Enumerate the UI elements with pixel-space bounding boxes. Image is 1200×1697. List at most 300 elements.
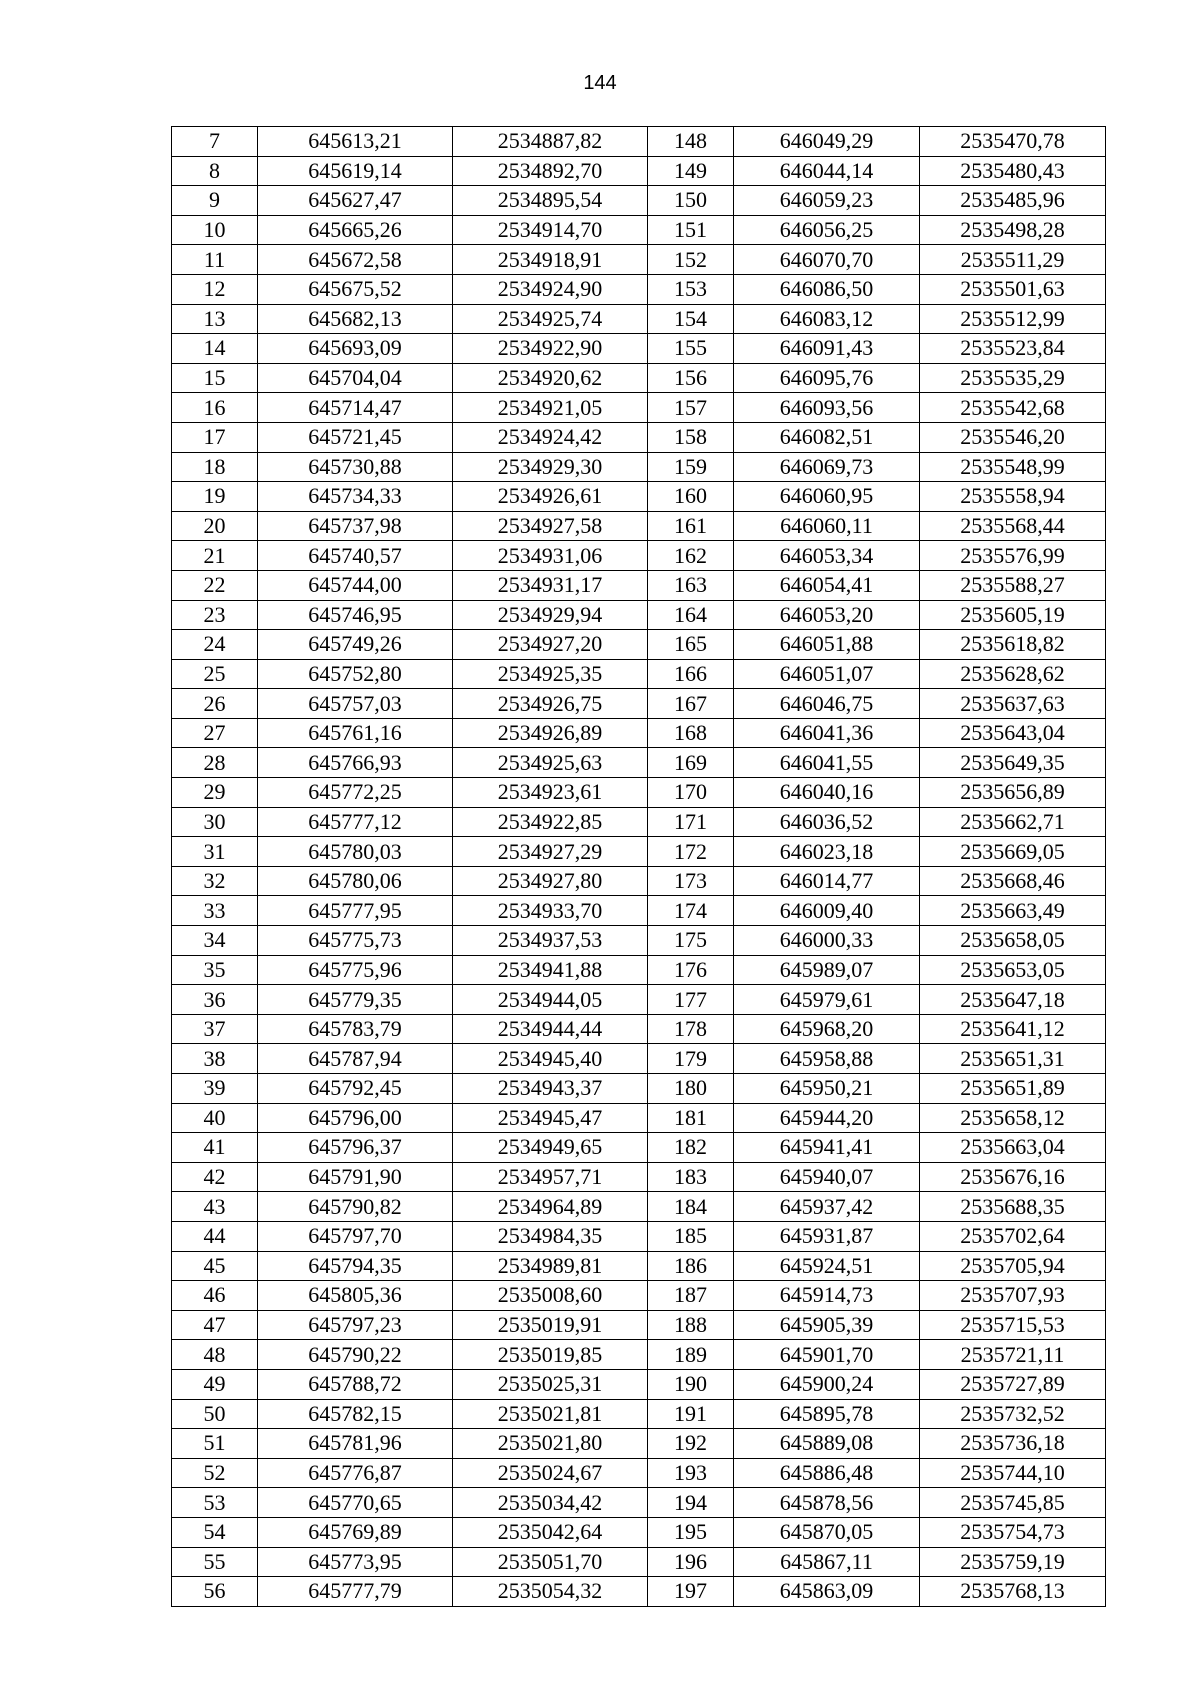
point-number-cell: 163 <box>648 570 734 600</box>
x-coordinate-cell: 645796,00 <box>258 1103 453 1133</box>
table-row <box>172 1221 1106 1251</box>
x-coordinate-cell: 645900,24 <box>734 1369 920 1399</box>
table-row <box>172 689 1106 719</box>
point-number-cell: 36 <box>172 985 258 1015</box>
point-number-cell: 179 <box>648 1044 734 1074</box>
x-coordinate-cell: 645737,98 <box>258 511 453 541</box>
point-number-cell: 8 <box>172 156 258 186</box>
point-number-cell: 26 <box>172 689 258 719</box>
y-coordinate-cell: 2535034,42 <box>453 1488 648 1518</box>
x-coordinate-cell: 645950,21 <box>734 1074 920 1104</box>
point-number-cell: 152 <box>648 245 734 275</box>
point-number-cell: 180 <box>648 1074 734 1104</box>
x-coordinate-cell: 646051,07 <box>734 659 920 689</box>
table-row <box>172 1281 1106 1311</box>
x-coordinate-cell: 645734,33 <box>258 482 453 512</box>
table-row <box>172 985 1106 1015</box>
x-coordinate-cell: 645941,41 <box>734 1133 920 1163</box>
y-coordinate-cell: 2535588,27 <box>920 570 1106 600</box>
x-coordinate-cell: 645619,14 <box>258 156 453 186</box>
y-coordinate-cell: 2534929,30 <box>453 452 648 482</box>
x-coordinate-cell: 645757,03 <box>258 689 453 719</box>
table-row <box>172 1577 1106 1607</box>
x-coordinate-cell: 645924,51 <box>734 1251 920 1281</box>
x-coordinate-cell: 645805,36 <box>258 1281 453 1311</box>
x-coordinate-cell: 645931,87 <box>734 1221 920 1251</box>
x-coordinate-cell: 645721,45 <box>258 422 453 452</box>
point-number-cell: 197 <box>648 1577 734 1607</box>
table-row <box>172 1310 1106 1340</box>
table-row <box>172 1192 1106 1222</box>
x-coordinate-cell: 645627,47 <box>258 186 453 216</box>
point-number-cell: 171 <box>648 807 734 837</box>
y-coordinate-cell: 2534926,75 <box>453 689 648 719</box>
point-number-cell: 47 <box>172 1310 258 1340</box>
y-coordinate-cell: 2534925,74 <box>453 304 648 334</box>
table-row <box>172 1458 1106 1488</box>
x-coordinate-cell: 646036,52 <box>734 807 920 837</box>
point-number-cell: 153 <box>648 274 734 304</box>
y-coordinate-cell: 2535042,64 <box>453 1517 648 1547</box>
point-number-cell: 183 <box>648 1162 734 1192</box>
table-row <box>172 393 1106 423</box>
point-number-cell: 155 <box>648 334 734 364</box>
x-coordinate-cell: 645787,94 <box>258 1044 453 1074</box>
y-coordinate-cell: 2534922,90 <box>453 334 648 364</box>
x-coordinate-cell: 646069,73 <box>734 452 920 482</box>
point-number-cell: 194 <box>648 1488 734 1518</box>
x-coordinate-cell: 645867,11 <box>734 1547 920 1577</box>
x-coordinate-cell: 645788,72 <box>258 1369 453 1399</box>
y-coordinate-cell: 2535523,84 <box>920 334 1106 364</box>
y-coordinate-cell: 2535721,11 <box>920 1340 1106 1370</box>
table-row <box>172 659 1106 689</box>
point-number-cell: 24 <box>172 630 258 660</box>
x-coordinate-cell: 645775,96 <box>258 955 453 985</box>
y-coordinate-cell: 2535511,29 <box>920 245 1106 275</box>
y-coordinate-cell: 2534887,82 <box>453 127 648 157</box>
x-coordinate-cell: 645769,89 <box>258 1517 453 1547</box>
y-coordinate-cell: 2534989,81 <box>453 1251 648 1281</box>
y-coordinate-cell: 2535498,28 <box>920 215 1106 245</box>
x-coordinate-cell: 645779,35 <box>258 985 453 1015</box>
y-coordinate-cell: 2535768,13 <box>920 1577 1106 1607</box>
table-row <box>172 718 1106 748</box>
x-coordinate-cell: 646044,14 <box>734 156 920 186</box>
point-number-cell: 55 <box>172 1547 258 1577</box>
x-coordinate-cell: 645777,12 <box>258 807 453 837</box>
table-row <box>172 1369 1106 1399</box>
y-coordinate-cell: 2535754,73 <box>920 1517 1106 1547</box>
y-coordinate-cell: 2535663,04 <box>920 1133 1106 1163</box>
x-coordinate-cell: 646014,77 <box>734 866 920 896</box>
x-coordinate-cell: 645704,04 <box>258 363 453 393</box>
x-coordinate-cell: 645914,73 <box>734 1281 920 1311</box>
point-number-cell: 174 <box>648 896 734 926</box>
point-number-cell: 166 <box>648 659 734 689</box>
y-coordinate-cell: 2535759,19 <box>920 1547 1106 1577</box>
point-number-cell: 9 <box>172 186 258 216</box>
y-coordinate-cell: 2535656,89 <box>920 778 1106 808</box>
x-coordinate-cell: 645794,35 <box>258 1251 453 1281</box>
y-coordinate-cell: 2534925,35 <box>453 659 648 689</box>
x-coordinate-cell: 645878,56 <box>734 1488 920 1518</box>
point-number-cell: 56 <box>172 1577 258 1607</box>
y-coordinate-cell: 2535542,68 <box>920 393 1106 423</box>
y-coordinate-cell: 2534895,54 <box>453 186 648 216</box>
y-coordinate-cell: 2534941,88 <box>453 955 648 985</box>
y-coordinate-cell: 2535663,49 <box>920 896 1106 926</box>
y-coordinate-cell: 2535501,63 <box>920 274 1106 304</box>
point-number-cell: 190 <box>648 1369 734 1399</box>
y-coordinate-cell: 2534964,89 <box>453 1192 648 1222</box>
table-row <box>172 245 1106 275</box>
table-row <box>172 422 1106 452</box>
y-coordinate-cell: 2534922,85 <box>453 807 648 837</box>
table-row <box>172 274 1106 304</box>
table-row <box>172 215 1106 245</box>
y-coordinate-cell: 2535662,71 <box>920 807 1106 837</box>
point-number-cell: 177 <box>648 985 734 1015</box>
table-row <box>172 363 1106 393</box>
point-number-cell: 44 <box>172 1221 258 1251</box>
table-row <box>172 1044 1106 1074</box>
y-coordinate-cell: 2535019,91 <box>453 1310 648 1340</box>
y-coordinate-cell: 2534925,63 <box>453 748 648 778</box>
x-coordinate-cell: 645780,06 <box>258 866 453 896</box>
y-coordinate-cell: 2534933,70 <box>453 896 648 926</box>
point-number-cell: 23 <box>172 600 258 630</box>
table-row <box>172 1103 1106 1133</box>
point-number-cell: 150 <box>648 186 734 216</box>
point-number-cell: 51 <box>172 1429 258 1459</box>
y-coordinate-cell: 2535705,94 <box>920 1251 1106 1281</box>
point-number-cell: 48 <box>172 1340 258 1370</box>
x-coordinate-cell: 646091,43 <box>734 334 920 364</box>
y-coordinate-cell: 2535021,81 <box>453 1399 648 1429</box>
point-number-cell: 50 <box>172 1399 258 1429</box>
point-number-cell: 19 <box>172 482 258 512</box>
y-coordinate-cell: 2535649,35 <box>920 748 1106 778</box>
point-number-cell: 156 <box>648 363 734 393</box>
table-row <box>172 1074 1106 1104</box>
point-number-cell: 157 <box>648 393 734 423</box>
coordinates-table-body <box>172 127 1106 1607</box>
y-coordinate-cell: 2535688,35 <box>920 1192 1106 1222</box>
point-number-cell: 162 <box>648 541 734 571</box>
point-number-cell: 187 <box>648 1281 734 1311</box>
y-coordinate-cell: 2534926,89 <box>453 718 648 748</box>
x-coordinate-cell: 645772,25 <box>258 778 453 808</box>
point-number-cell: 186 <box>648 1251 734 1281</box>
y-coordinate-cell: 2534937,53 <box>453 926 648 956</box>
point-number-cell: 158 <box>648 422 734 452</box>
table-row <box>172 541 1106 571</box>
x-coordinate-cell: 645777,95 <box>258 896 453 926</box>
x-coordinate-cell: 645672,58 <box>258 245 453 275</box>
table-row <box>172 511 1106 541</box>
y-coordinate-cell: 2535024,67 <box>453 1458 648 1488</box>
point-number-cell: 17 <box>172 422 258 452</box>
x-coordinate-cell: 645901,70 <box>734 1340 920 1370</box>
point-number-cell: 12 <box>172 274 258 304</box>
point-number-cell: 151 <box>648 215 734 245</box>
point-number-cell: 52 <box>172 1458 258 1488</box>
point-number-cell: 191 <box>648 1399 734 1429</box>
table-row <box>172 1251 1106 1281</box>
point-number-cell: 30 <box>172 807 258 837</box>
point-number-cell: 20 <box>172 511 258 541</box>
x-coordinate-cell: 646093,56 <box>734 393 920 423</box>
point-number-cell: 165 <box>648 630 734 660</box>
point-number-cell: 149 <box>648 156 734 186</box>
point-number-cell: 182 <box>648 1133 734 1163</box>
table-row <box>172 1517 1106 1547</box>
y-coordinate-cell: 2535546,20 <box>920 422 1106 452</box>
point-number-cell: 10 <box>172 215 258 245</box>
y-coordinate-cell: 2534943,37 <box>453 1074 648 1104</box>
point-number-cell: 173 <box>648 866 734 896</box>
y-coordinate-cell: 2534944,44 <box>453 1014 648 1044</box>
x-coordinate-cell: 646053,20 <box>734 600 920 630</box>
y-coordinate-cell: 2534921,05 <box>453 393 648 423</box>
table-row <box>172 1399 1106 1429</box>
point-number-cell: 41 <box>172 1133 258 1163</box>
table-row <box>172 896 1106 926</box>
table-row <box>172 1429 1106 1459</box>
table-row <box>172 1488 1106 1518</box>
y-coordinate-cell: 2535669,05 <box>920 837 1106 867</box>
x-coordinate-cell: 646086,50 <box>734 274 920 304</box>
y-coordinate-cell: 2534892,70 <box>453 156 648 186</box>
point-number-cell: 39 <box>172 1074 258 1104</box>
y-coordinate-cell: 2535008,60 <box>453 1281 648 1311</box>
y-coordinate-cell: 2535641,12 <box>920 1014 1106 1044</box>
x-coordinate-cell: 646059,23 <box>734 186 920 216</box>
point-number-cell: 148 <box>648 127 734 157</box>
x-coordinate-cell: 645730,88 <box>258 452 453 482</box>
page-number: 144 <box>583 72 617 94</box>
point-number-cell: 43 <box>172 1192 258 1222</box>
x-coordinate-cell: 646095,76 <box>734 363 920 393</box>
x-coordinate-cell: 646054,41 <box>734 570 920 600</box>
x-coordinate-cell: 645682,13 <box>258 304 453 334</box>
x-coordinate-cell: 645770,65 <box>258 1488 453 1518</box>
x-coordinate-cell: 645797,70 <box>258 1221 453 1251</box>
x-coordinate-cell: 645675,52 <box>258 274 453 304</box>
x-coordinate-cell: 645777,79 <box>258 1577 453 1607</box>
y-coordinate-cell: 2534924,42 <box>453 422 648 452</box>
point-number-cell: 7 <box>172 127 258 157</box>
y-coordinate-cell: 2534927,80 <box>453 866 648 896</box>
table-row <box>172 570 1106 600</box>
table-row <box>172 837 1106 867</box>
y-coordinate-cell: 2535605,19 <box>920 600 1106 630</box>
y-coordinate-cell: 2535736,18 <box>920 1429 1106 1459</box>
point-number-cell: 27 <box>172 718 258 748</box>
x-coordinate-cell: 645749,26 <box>258 630 453 660</box>
point-number-cell: 196 <box>648 1547 734 1577</box>
point-number-cell: 13 <box>172 304 258 334</box>
x-coordinate-cell: 645937,42 <box>734 1192 920 1222</box>
table-row <box>172 807 1106 837</box>
x-coordinate-cell: 645761,16 <box>258 718 453 748</box>
table-row <box>172 127 1106 157</box>
x-coordinate-cell: 645940,07 <box>734 1162 920 1192</box>
y-coordinate-cell: 2535019,85 <box>453 1340 648 1370</box>
table-row <box>172 926 1106 956</box>
x-coordinate-cell: 645790,22 <box>258 1340 453 1370</box>
point-number-cell: 25 <box>172 659 258 689</box>
y-coordinate-cell: 2535470,78 <box>920 127 1106 157</box>
y-coordinate-cell: 2535658,05 <box>920 926 1106 956</box>
y-coordinate-cell: 2535535,29 <box>920 363 1106 393</box>
x-coordinate-cell: 645782,15 <box>258 1399 453 1429</box>
y-coordinate-cell: 2535637,63 <box>920 689 1106 719</box>
y-coordinate-cell: 2535618,82 <box>920 630 1106 660</box>
table-row <box>172 1162 1106 1192</box>
x-coordinate-cell: 645776,87 <box>258 1458 453 1488</box>
x-coordinate-cell: 645889,08 <box>734 1429 920 1459</box>
point-number-cell: 46 <box>172 1281 258 1311</box>
x-coordinate-cell: 646082,51 <box>734 422 920 452</box>
y-coordinate-cell: 2534957,71 <box>453 1162 648 1192</box>
table-row <box>172 866 1106 896</box>
point-number-cell: 160 <box>648 482 734 512</box>
y-coordinate-cell: 2535485,96 <box>920 186 1106 216</box>
x-coordinate-cell: 645665,26 <box>258 215 453 245</box>
table-row <box>172 600 1106 630</box>
point-number-cell: 178 <box>648 1014 734 1044</box>
y-coordinate-cell: 2535558,94 <box>920 482 1106 512</box>
point-number-cell: 54 <box>172 1517 258 1547</box>
point-number-cell: 28 <box>172 748 258 778</box>
point-number-cell: 188 <box>648 1310 734 1340</box>
y-coordinate-cell: 2534931,06 <box>453 541 648 571</box>
point-number-cell: 176 <box>648 955 734 985</box>
y-coordinate-cell: 2535647,18 <box>920 985 1106 1015</box>
x-coordinate-cell: 646060,11 <box>734 511 920 541</box>
x-coordinate-cell: 645752,80 <box>258 659 453 689</box>
point-number-cell: 21 <box>172 541 258 571</box>
point-number-cell: 167 <box>648 689 734 719</box>
table-row <box>172 452 1106 482</box>
y-coordinate-cell: 2534920,62 <box>453 363 648 393</box>
y-coordinate-cell: 2535568,44 <box>920 511 1106 541</box>
table-row <box>172 156 1106 186</box>
y-coordinate-cell: 2535744,10 <box>920 1458 1106 1488</box>
point-number-cell: 172 <box>648 837 734 867</box>
y-coordinate-cell: 2535054,32 <box>453 1577 648 1607</box>
point-number-cell: 42 <box>172 1162 258 1192</box>
point-number-cell: 49 <box>172 1369 258 1399</box>
point-number-cell: 14 <box>172 334 258 364</box>
point-number-cell: 181 <box>648 1103 734 1133</box>
y-coordinate-cell: 2535025,31 <box>453 1369 648 1399</box>
x-coordinate-cell: 645886,48 <box>734 1458 920 1488</box>
x-coordinate-cell: 645783,79 <box>258 1014 453 1044</box>
y-coordinate-cell: 2534944,05 <box>453 985 648 1015</box>
y-coordinate-cell: 2535658,12 <box>920 1103 1106 1133</box>
x-coordinate-cell: 646040,16 <box>734 778 920 808</box>
x-coordinate-cell: 645863,09 <box>734 1577 920 1607</box>
x-coordinate-cell: 646049,29 <box>734 127 920 157</box>
y-coordinate-cell: 2535576,99 <box>920 541 1106 571</box>
table-row <box>172 1340 1106 1370</box>
x-coordinate-cell: 645958,88 <box>734 1044 920 1074</box>
point-number-cell: 195 <box>648 1517 734 1547</box>
x-coordinate-cell: 645989,07 <box>734 955 920 985</box>
x-coordinate-cell: 646070,70 <box>734 245 920 275</box>
point-number-cell: 37 <box>172 1014 258 1044</box>
point-number-cell: 184 <box>648 1192 734 1222</box>
point-number-cell: 189 <box>648 1340 734 1370</box>
table-row <box>172 334 1106 364</box>
table-row <box>172 778 1106 808</box>
x-coordinate-cell: 645797,23 <box>258 1310 453 1340</box>
y-coordinate-cell: 2535668,46 <box>920 866 1106 896</box>
y-coordinate-cell: 2534927,29 <box>453 837 648 867</box>
x-coordinate-cell: 645791,90 <box>258 1162 453 1192</box>
x-coordinate-cell: 645895,78 <box>734 1399 920 1429</box>
table-row <box>172 482 1106 512</box>
table-row <box>172 1133 1106 1163</box>
x-coordinate-cell: 645693,09 <box>258 334 453 364</box>
point-number-cell: 161 <box>648 511 734 541</box>
x-coordinate-cell: 645796,37 <box>258 1133 453 1163</box>
table-row <box>172 1547 1106 1577</box>
point-number-cell: 159 <box>648 452 734 482</box>
x-coordinate-cell: 646051,88 <box>734 630 920 660</box>
x-coordinate-cell: 645766,93 <box>258 748 453 778</box>
point-number-cell: 11 <box>172 245 258 275</box>
point-number-cell: 53 <box>172 1488 258 1518</box>
x-coordinate-cell: 645870,05 <box>734 1517 920 1547</box>
point-number-cell: 185 <box>648 1221 734 1251</box>
y-coordinate-cell: 2535480,43 <box>920 156 1106 186</box>
table-row <box>172 955 1106 985</box>
point-number-cell: 15 <box>172 363 258 393</box>
y-coordinate-cell: 2535628,62 <box>920 659 1106 689</box>
y-coordinate-cell: 2534945,40 <box>453 1044 648 1074</box>
y-coordinate-cell: 2534926,61 <box>453 482 648 512</box>
point-number-cell: 154 <box>648 304 734 334</box>
x-coordinate-cell: 645792,45 <box>258 1074 453 1104</box>
y-coordinate-cell: 2534924,90 <box>453 274 648 304</box>
point-number-cell: 32 <box>172 866 258 896</box>
x-coordinate-cell: 646009,40 <box>734 896 920 926</box>
x-coordinate-cell: 645740,57 <box>258 541 453 571</box>
x-coordinate-cell: 645714,47 <box>258 393 453 423</box>
point-number-cell: 168 <box>648 718 734 748</box>
y-coordinate-cell: 2535021,80 <box>453 1429 648 1459</box>
x-coordinate-cell: 645781,96 <box>258 1429 453 1459</box>
table-row <box>172 1014 1106 1044</box>
y-coordinate-cell: 2535676,16 <box>920 1162 1106 1192</box>
y-coordinate-cell: 2534927,20 <box>453 630 648 660</box>
x-coordinate-cell: 646000,33 <box>734 926 920 956</box>
y-coordinate-cell: 2535732,52 <box>920 1399 1106 1429</box>
x-coordinate-cell: 646060,95 <box>734 482 920 512</box>
point-number-cell: 34 <box>172 926 258 956</box>
x-coordinate-cell: 646083,12 <box>734 304 920 334</box>
point-number-cell: 164 <box>648 600 734 630</box>
y-coordinate-cell: 2535727,89 <box>920 1369 1106 1399</box>
point-number-cell: 170 <box>648 778 734 808</box>
x-coordinate-cell: 645905,39 <box>734 1310 920 1340</box>
y-coordinate-cell: 2535643,04 <box>920 718 1106 748</box>
point-number-cell: 192 <box>648 1429 734 1459</box>
